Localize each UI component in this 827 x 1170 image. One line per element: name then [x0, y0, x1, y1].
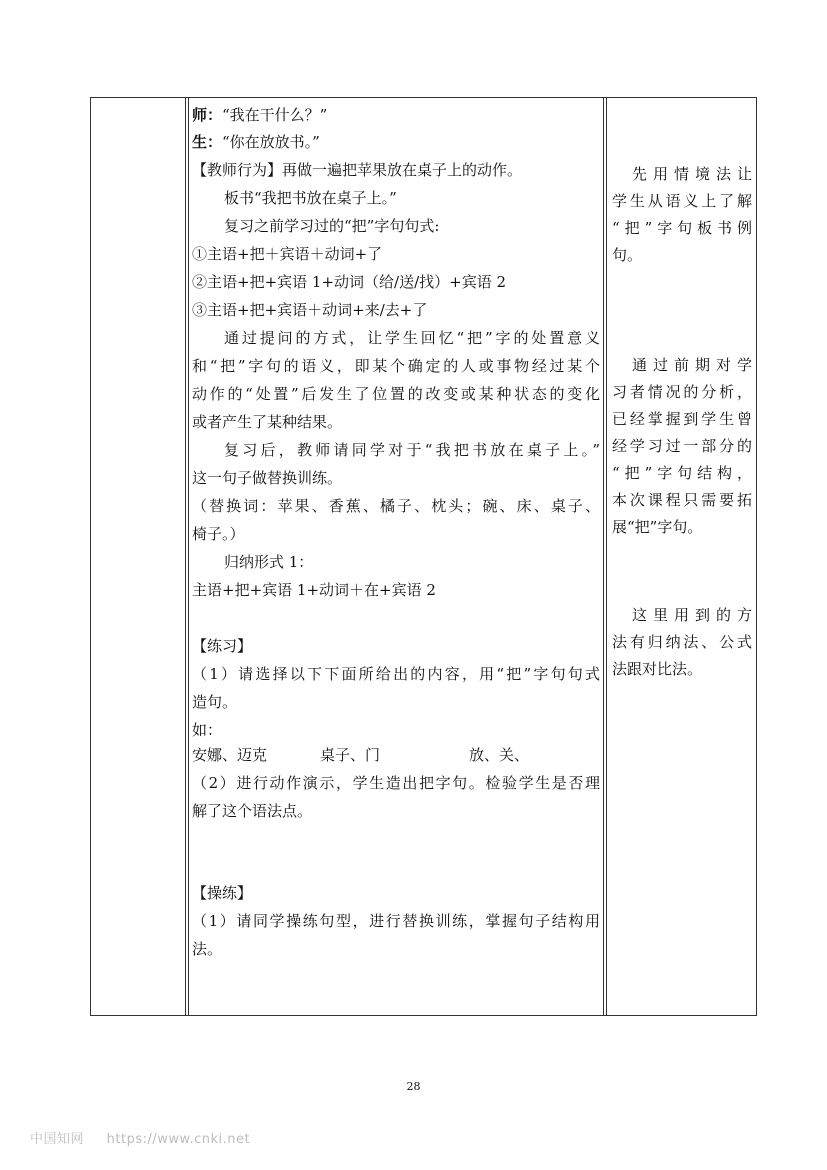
watermark [30, 1128, 250, 1147]
text-line: （1）请同学操练句型，进行替换训练，掌握句子结构用 [192, 912, 600, 930]
section-heading: 【练习】 [192, 637, 253, 655]
dialogue-line [192, 132, 320, 152]
text-line: ①主语+把＋宾语＋动词+了 [192, 245, 383, 263]
text-line: 归纳形式 1： [224, 553, 314, 571]
text-line: （替换词：苹果、香蕉、橘子、枕头；碗、床、桌子、 [192, 497, 600, 515]
note-line: 学生从语义上了解 [612, 192, 752, 210]
note-line: 句。 [612, 246, 643, 264]
text-line: ③主语+把+宾语＋动词+来/去+了 [192, 301, 428, 319]
column-divider [185, 97, 186, 1016]
note-line: 这里用到的方 [632, 606, 752, 624]
dialogue-text: “你在放放书。” [222, 133, 320, 151]
text-line: 板书“我把书放在桌子上。” [224, 189, 397, 207]
text-line: 法。 [192, 940, 223, 958]
text-line: 造句。 [192, 693, 238, 711]
note-line: 法跟对比法。 [612, 660, 703, 678]
section-heading: 【操练】 [192, 884, 253, 902]
text-line: 动作的“处置”后发生了位置的改变或某种状态的变化 [192, 385, 600, 403]
text-line: 和“把”字句的语义，即某个确定的人或事物经过某个 [192, 357, 600, 375]
watermark-url: https://www.cnki.net [106, 1132, 251, 1147]
word-group: 桌子、门 [320, 746, 381, 764]
note-line: 习者情况的分析， [612, 383, 752, 401]
column-divider [188, 97, 189, 1016]
text-line: 主语+把+宾语 1+动词＋在+宾语 2 [192, 581, 436, 599]
note-line: 通过前期对学 [632, 356, 752, 374]
page-number: 28 [406, 1080, 421, 1093]
column-divider [606, 97, 607, 1016]
note-line: 先用情境法让 [632, 165, 752, 183]
speaker-label: 师： [192, 106, 223, 124]
dialogue-line [192, 105, 327, 125]
watermark-logo: 中国知网 [30, 1132, 85, 1147]
note-line: 已经掌握到学生曾 [612, 410, 752, 428]
note-line: “把”字句板书例 [612, 219, 752, 237]
note-line: 本次课程只需要拓 [612, 491, 752, 509]
text-line: 通过提问的方式，让学生回忆“把”字的处置意义 [224, 329, 600, 347]
note-line: 展“把”字句。 [612, 518, 703, 536]
note-line: “把”字句结构， [612, 464, 752, 482]
text-line: 或者产生了某种结果。 [192, 413, 343, 431]
text-line: 如： [192, 721, 223, 739]
dialogue-text: “我在干什么？” [222, 106, 328, 124]
text-line: 【教师行为】再做一遍把苹果放在桌子上的动作。 [192, 161, 523, 179]
text-line: 复习之前学习过的“把”字句句式: [224, 217, 440, 235]
text-line: 这一句子做替换训练。 [192, 469, 343, 487]
text-line: （1）请选择以下下面所给出的内容，用“把”字句句式 [192, 665, 600, 683]
text-line: 解了这个语法点。 [192, 802, 313, 820]
note-line: 法有归纳法、公式 [612, 633, 752, 651]
column-divider [603, 97, 604, 1016]
text-line: ②主语+把+宾语 1+动词（给/送/找）+宾语 2 [192, 273, 507, 291]
note-line: 经学习过一部分的 [612, 437, 752, 455]
text-line: 椅子。） [192, 525, 245, 543]
text-line: 复习后，教师请同学对于“我把书放在桌子上。” [224, 441, 600, 459]
word-group: 安娜、迈克 [192, 746, 268, 764]
text-line: （2）进行动作演示，学生造出把字句。检验学生是否理 [192, 774, 600, 792]
speaker-label: 生： [192, 133, 223, 151]
word-group: 放、关、 [469, 746, 530, 764]
